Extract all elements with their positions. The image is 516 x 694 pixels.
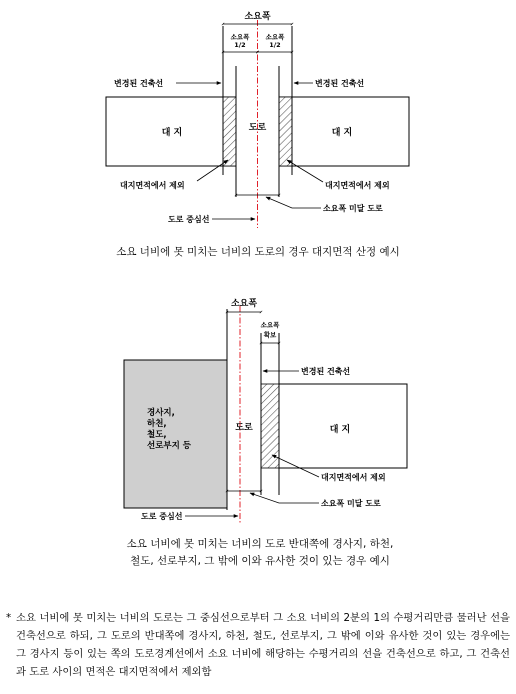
d2-lot-label: 대 지 [329, 425, 351, 435]
footnote-text: 소요 너비에 못 미치는 너비의 도로는 그 중심선으로부터 그 소요 너비의 2분의 1의 수평거리만큼 물러난 선을 건축선으로 하되, 그 도로의 반대쪽에 경사지, 하천, 철도, 선로부지, 그 밖에 이와 유사한 것이 있는 경우에는 그 경사지 등이 있는 쪽의 도로경계선에서 소요 너비에 해당하는 수평거리의 선을 건축선으로 하고, 그 건축선과 도로 사이의 면적은 대지면적에서 제외함 [16, 612, 510, 678]
d2-road-label: 도로 [235, 423, 253, 433]
d2-setback-label: 변경된 건축선 [301, 367, 351, 376]
d1-centerline-label: 도로 중심선 [168, 215, 210, 224]
d1-right-lot-label: 대 지 [331, 128, 353, 138]
left-excluded-area [223, 97, 236, 166]
d2-centerline-label: 도로 중심선 [141, 512, 183, 521]
obstacle-area [124, 360, 227, 508]
d1-right-excluded-label: 대지면적에서 제외 [325, 181, 390, 190]
diagram-2-caption [90, 536, 430, 570]
d1-half-label-right-top: 소요폭 [265, 33, 285, 41]
d1-left-excluded-label: 대지면적에서 제외 [120, 181, 185, 190]
footnote [6, 609, 510, 681]
d1-half-label-left-top: 소요폭 [230, 33, 250, 41]
d2-secured-label-top: 소요폭 [260, 321, 280, 329]
d1-right-setback-label: 변경된 건축선 [315, 79, 365, 88]
d1-left-lot-label: 대 지 [161, 128, 183, 138]
d2-obstacle-label-line-4: 선로부지 등 [147, 441, 192, 451]
diagram-1-caption: 소요 너비에 못 미치는 너비의 도로의 경우 대지면적 산정 예시 [116, 246, 400, 258]
d1-left-setback-label: 변경된 건축선 [114, 79, 164, 88]
diagram-2-caption-line-1: 소요 너비에 못 미치는 너비의 도로 반대쪽에 경사지, 하천, [126, 538, 394, 550]
diagram-2-caption-line-2: 철도, 선로부지, 그 밖에 이와 유사한 것이 있는 경우 예시 [130, 555, 390, 567]
d1-half-label-right-bottom: 1/2 [269, 41, 281, 49]
diagram-1 [106, 11, 409, 228]
d2-obstacle-label-line-1: 경사지, [147, 408, 175, 418]
d2-excluded-area [261, 384, 279, 468]
d1-half-label-left-bottom: 1/2 [234, 41, 246, 49]
diagram-2 [124, 298, 407, 524]
d2-substandard-road-label: 소요폭 미달 도로 [321, 499, 381, 508]
footnote-mark: * [6, 612, 12, 624]
d2-width-label: 소요폭 [230, 299, 258, 309]
d2-excluded-label: 대지면적에서 제외 [321, 473, 386, 482]
d1-width-label: 소요폭 [244, 12, 271, 22]
d2-secured-label-bottom: 확보 [263, 331, 277, 339]
d1-substandard-road-label: 소요폭 미달 도로 [323, 204, 383, 213]
d1-road-label: 도로 [248, 123, 267, 133]
d2-obstacle-label-line-3: 철도, [147, 430, 167, 440]
right-excluded-area [279, 97, 292, 166]
d2-obstacle-label-line-2: 하천, [147, 419, 167, 429]
